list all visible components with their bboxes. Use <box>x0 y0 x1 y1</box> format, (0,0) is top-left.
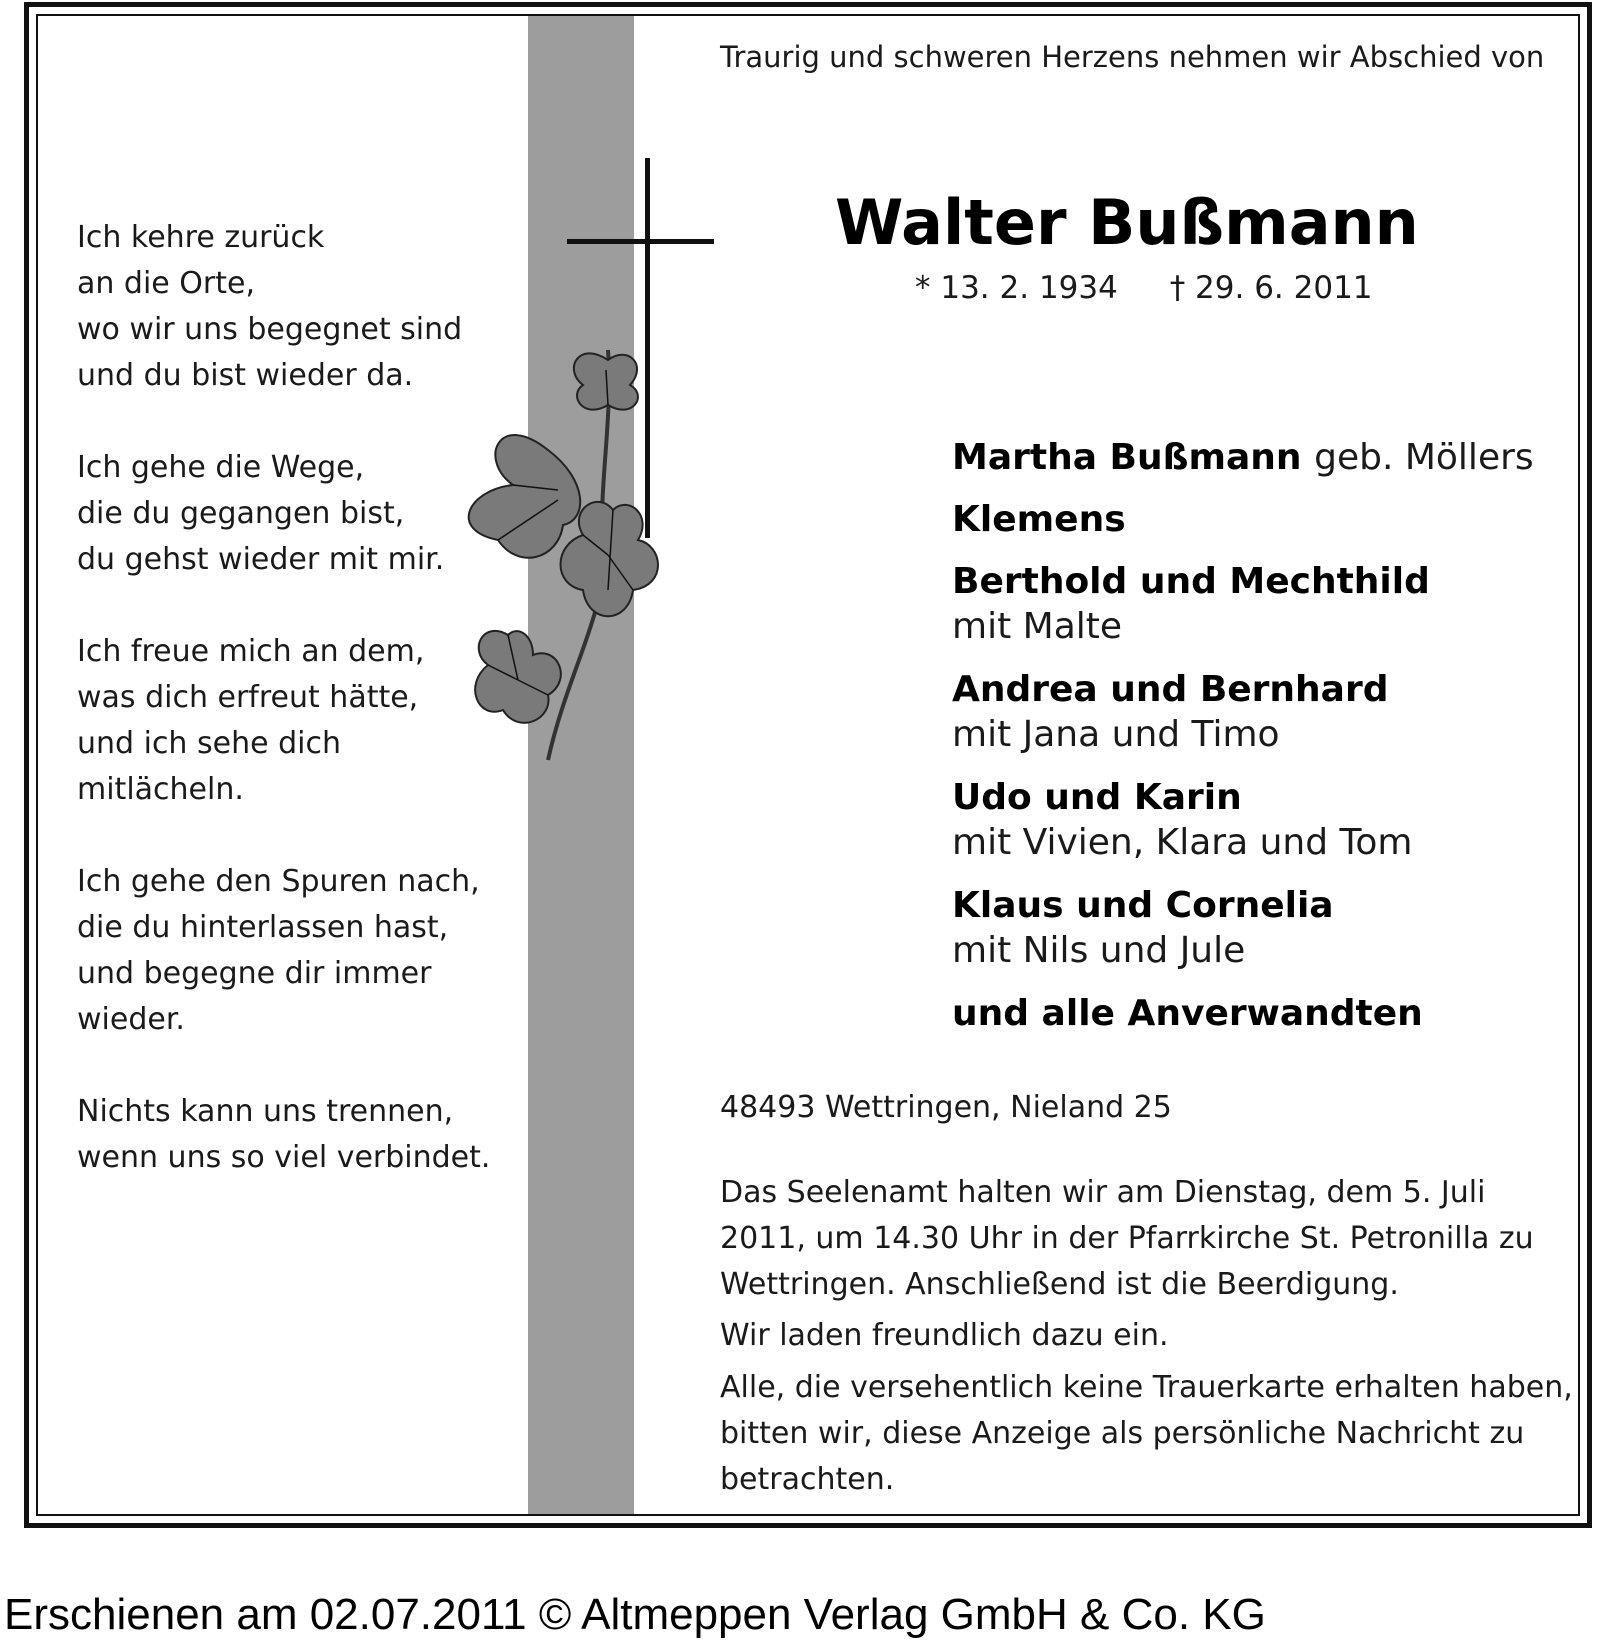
poem-line: und ich sehe dich <box>77 726 341 761</box>
paragraph-line: Wir laden freundlich dazu ein. <box>720 1318 1169 1353</box>
family-member: Udo und Karin <box>952 777 1242 818</box>
family-address: 48493 Wettringen, Nieland 25 <box>720 1090 1172 1125</box>
birth-date: * 13. 2. 1934 <box>915 270 1118 306</box>
paragraph-line: Wettringen. Anschließend ist die Beerdigung. <box>720 1267 1399 1302</box>
poem-line: wieder. <box>77 1002 185 1037</box>
family-children: mit Nils und Jule <box>952 930 1246 971</box>
poem-line: wo wir uns begegnet sind <box>77 312 463 347</box>
death-date: † 29. 6. 2011 <box>1169 270 1373 306</box>
intro-text: Traurig und schweren Herzens nehmen wir Abschied von <box>720 40 1545 74</box>
family-relatives: und alle Anverwandten <box>952 993 1423 1034</box>
paragraph-line: betrachten. <box>720 1462 895 1497</box>
deceased-name: Walter Bußmann <box>835 186 1419 259</box>
poem-line: Ich kehre zurück <box>77 220 325 255</box>
family-entry <box>952 498 1592 542</box>
family-children: mit Malte <box>952 606 1123 647</box>
family-member: Klemens <box>952 499 1126 540</box>
family-widow <box>952 436 1592 480</box>
family-children: mit Jana und Timo <box>952 714 1280 755</box>
poem <box>77 215 497 1227</box>
service-paragraph <box>720 1170 1550 1308</box>
poem-stanza <box>77 1089 497 1181</box>
poem-stanza <box>77 445 497 583</box>
paragraph-line: bitten wir, diese Anzeige als persönliche Nachricht zu <box>720 1416 1525 1451</box>
family-entry <box>952 436 1592 480</box>
cross-icon-bar <box>567 239 714 244</box>
poem-line: du gehst wieder mit mir. <box>77 542 445 577</box>
poem-line: an die Orte, <box>77 266 256 301</box>
family-entry <box>952 992 1592 1036</box>
widow-maiden-name: geb. Möllers <box>1314 437 1534 478</box>
widow-name: Martha Bußmann <box>952 437 1302 478</box>
poem-line: mitlächeln. <box>77 772 244 807</box>
family-member: Klaus und Cornelia <box>952 885 1334 926</box>
poem-line: und begegne dir immer <box>77 956 432 991</box>
poem-line: und du bist wieder da. <box>77 358 414 393</box>
notice-paragraph <box>720 1365 1573 1503</box>
life-dates <box>915 270 1373 306</box>
poem-line: die du hinterlassen hast, <box>77 910 449 945</box>
poem-line: Ich gehe den Spuren nach, <box>77 864 480 899</box>
family-member: Berthold und Mechthild <box>952 561 1430 602</box>
poem-stanza <box>77 629 497 813</box>
family-entry <box>952 884 1592 974</box>
paragraph-line: Das Seelenamt halten wir am Dienstag, dem 5. Juli <box>720 1175 1486 1210</box>
family-entry <box>952 776 1592 866</box>
poem-stanza <box>77 215 497 399</box>
family-list <box>952 436 1592 1054</box>
invite-paragraph <box>720 1313 1550 1359</box>
paragraph-line: Alle, die versehentlich keine Trauerkarte erhalten haben, <box>720 1370 1573 1405</box>
publication-footer: Erschienen am 02.07.2011 © Altmeppen Verlag GmbH & Co. KG <box>4 1590 1266 1639</box>
poem-line: Ich gehe die Wege, <box>77 450 365 485</box>
family-entry <box>952 560 1592 650</box>
family-children: mit Vivien, Klara und Tom <box>952 822 1413 863</box>
paragraph-line: 2011, um 14.30 Uhr in der Pfarrkirche St. Petronilla zu <box>720 1221 1534 1256</box>
poem-line: Ich freue mich an dem, <box>77 634 425 669</box>
poem-line: Nichts kann uns trennen, <box>77 1094 454 1129</box>
poem-line: wenn uns so viel verbindet. <box>77 1140 491 1175</box>
family-entry <box>952 668 1592 758</box>
poem-line: was dich erfreut hätte, <box>77 680 419 715</box>
poem-line: die du gegangen bist, <box>77 496 405 531</box>
poem-stanza <box>77 859 497 1043</box>
family-member: Andrea und Bernhard <box>952 669 1389 710</box>
